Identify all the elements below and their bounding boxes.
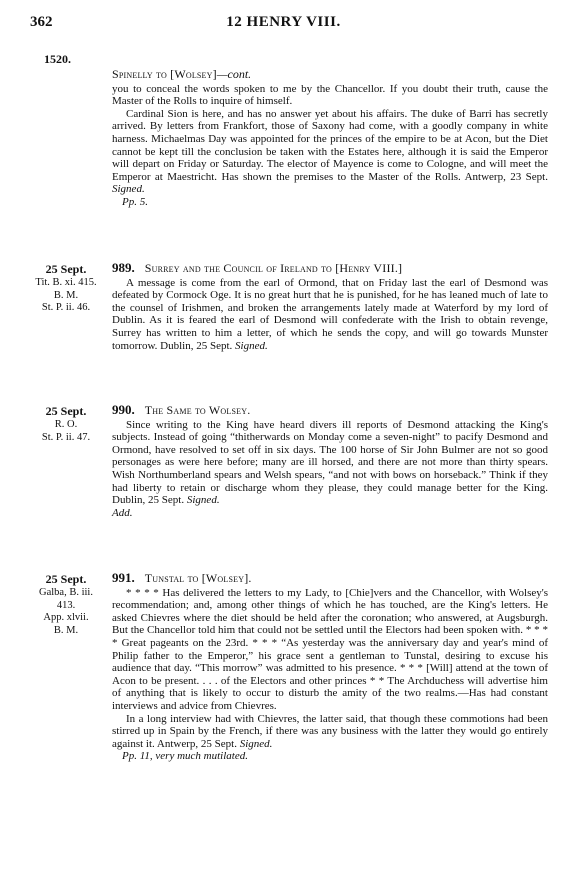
source-ref: R. O. xyxy=(54,419,78,430)
entry-number: 991. xyxy=(112,570,135,585)
entry-title xyxy=(112,68,548,81)
page-number: 362 xyxy=(30,14,53,30)
paragraph: you to conceal the words spoken to me by the Chancellor. If you doubt their truth, cause the Master of the Rolls to inquire of himself. xyxy=(112,82,548,108)
signed-note: Signed. xyxy=(239,737,273,750)
source-ref: B. M. xyxy=(53,624,79,636)
entry-title-text: Surrey and the Council of Ireland to [Henry VIII.] xyxy=(144,261,403,275)
margin-notes xyxy=(30,404,102,444)
running-title: 12 HENRY VIII. xyxy=(226,14,341,30)
paragraph-text: Cardinal Sion is here, and has no answer yet about his affairs. The duke of Barri has secretly arrived. By letters from Frankfort, those of Saxony had come, with a goodly company in white harness. Michaelmas Day was appointed for the princes of the empire to be at Acon, but the Diet cannot be kept till the conclusion be taken with the Estates here, although it is said the Emperor will depart on Friday or Saturday. The elector of Mayence is come to Cologne, and will meet the Emperor at Maestricht. Has shown the premises to the Master of the Rolls. Antwerp, 23 Sept. xyxy=(112,107,548,183)
paragraph-text: A message is come from the earl of Ormond, that on Friday last the earl of Desmond was defeated by Cormock Oge. It is no great hurt that he is punished, for he has leaned much of late to the counsel of Irishmen, and broken the arrangements lately made at Waterford by my lord of Dublin. As it is feared the earl of Desmond will confederate with the Irish to obtain revenge, Surrey has written to him a letter, of which he sends the copy, and will go towards Munster tomorrow. Dublin, 25 Sept. xyxy=(112,276,548,352)
entry-date: 25 Sept. xyxy=(45,404,87,418)
entry-number: 990. xyxy=(112,402,135,417)
entry-title xyxy=(112,404,548,417)
entry-title-text: Tunstal to [Wolsey]. xyxy=(144,571,252,585)
margin-notes xyxy=(30,262,102,315)
paragraph-text: Since writing to the King have heard divers ill reports of Desmond attacking the King's subjects. Instead of going “thitherwards on Monday come a seven-night” to pacify Desmond and Ormond, have resolved to set off in six days. The 100 horse of Sir John Bulmer are not so good personages as were here before; many are ill horsed, and there are not more than thirty spears. Wish Northumberland spears and Welsh spears, “and not with bows on horseback.” Think if they had liberty to retain or discharge whom they please, they could manage better for the King. Dublin, 25 Sept. xyxy=(112,418,548,507)
entry-body xyxy=(112,572,548,763)
entry-date: 25 Sept. xyxy=(45,262,87,276)
entry-body xyxy=(112,262,548,352)
entry-title-cont: —cont. xyxy=(216,67,252,81)
page-header xyxy=(30,14,537,36)
source-ref: Galba, B. iii. 413. xyxy=(39,587,93,611)
entry-title xyxy=(112,262,548,275)
source-ref: Tit. B. xi. 415. xyxy=(35,277,97,288)
entry-date: 25 Sept. xyxy=(45,572,87,586)
source-ref: St. P. ii. 46. xyxy=(41,302,91,313)
entry-number: 989. xyxy=(112,260,135,275)
entry-body xyxy=(112,404,548,519)
paragraph-text: In a long interview had with Chievres, the latter said, that though these commotions had been stirred up in Spain by the French, if there was any business with the latter they would go entirely against it. Antwerp, 25 Sept. xyxy=(112,712,548,750)
signed-note: Signed. xyxy=(112,183,145,196)
pages-note: Pp. 11, very much mutilated. xyxy=(122,750,248,763)
entry-body xyxy=(112,68,548,209)
signed-note: Signed. xyxy=(186,494,220,507)
source-ref: App. xlvii. xyxy=(43,612,89,623)
source-ref: St. P. ii. 47. xyxy=(41,431,91,443)
source-ref: B. M. xyxy=(53,289,79,301)
margin-notes xyxy=(30,572,102,637)
entry-title-text: The Same to Wolsey. xyxy=(144,403,251,417)
paragraph: * * * * Has delivered the letters to my Lady, to [Chie]vers and the Chancellor, with Wolsey's recommendation; and, among other things of which he has touched, are the King's letters. He asked Chievres where the diet should be held after the coronation; who answered, at Augsburgh. But the Chancellor told him that could not be settled until the Electors had been spoken with. * * * * Great pageants on the 23rd. * * * “As yesterday was the anniversary day and year's mind of Philip father to the Emperor,” his grace sent a gentleman to Tunstal, desiring to excuse his audience that day. “This morrow” was admitted to his presence. * * * [Will] attend at the town of Acon to be present. . . . of the Electors and other princes * * The Archduchess will advertise him of anything that is likely to occur to disturb the amity of the two realms.—Has had constant interviews and advice from Chievres. xyxy=(112,586,548,712)
paragraph xyxy=(112,277,548,353)
year-marker: 1520. xyxy=(44,52,71,66)
entry-title xyxy=(112,572,548,585)
paragraph xyxy=(112,419,548,507)
paragraph xyxy=(112,713,548,751)
paragraph xyxy=(112,108,548,196)
pages-note: Pp. 5. xyxy=(122,195,148,208)
signed-note: Signed. xyxy=(235,339,268,352)
entry-title-text: Spinelly to [Wolsey] xyxy=(112,67,217,81)
address-note: Add. xyxy=(112,506,133,519)
